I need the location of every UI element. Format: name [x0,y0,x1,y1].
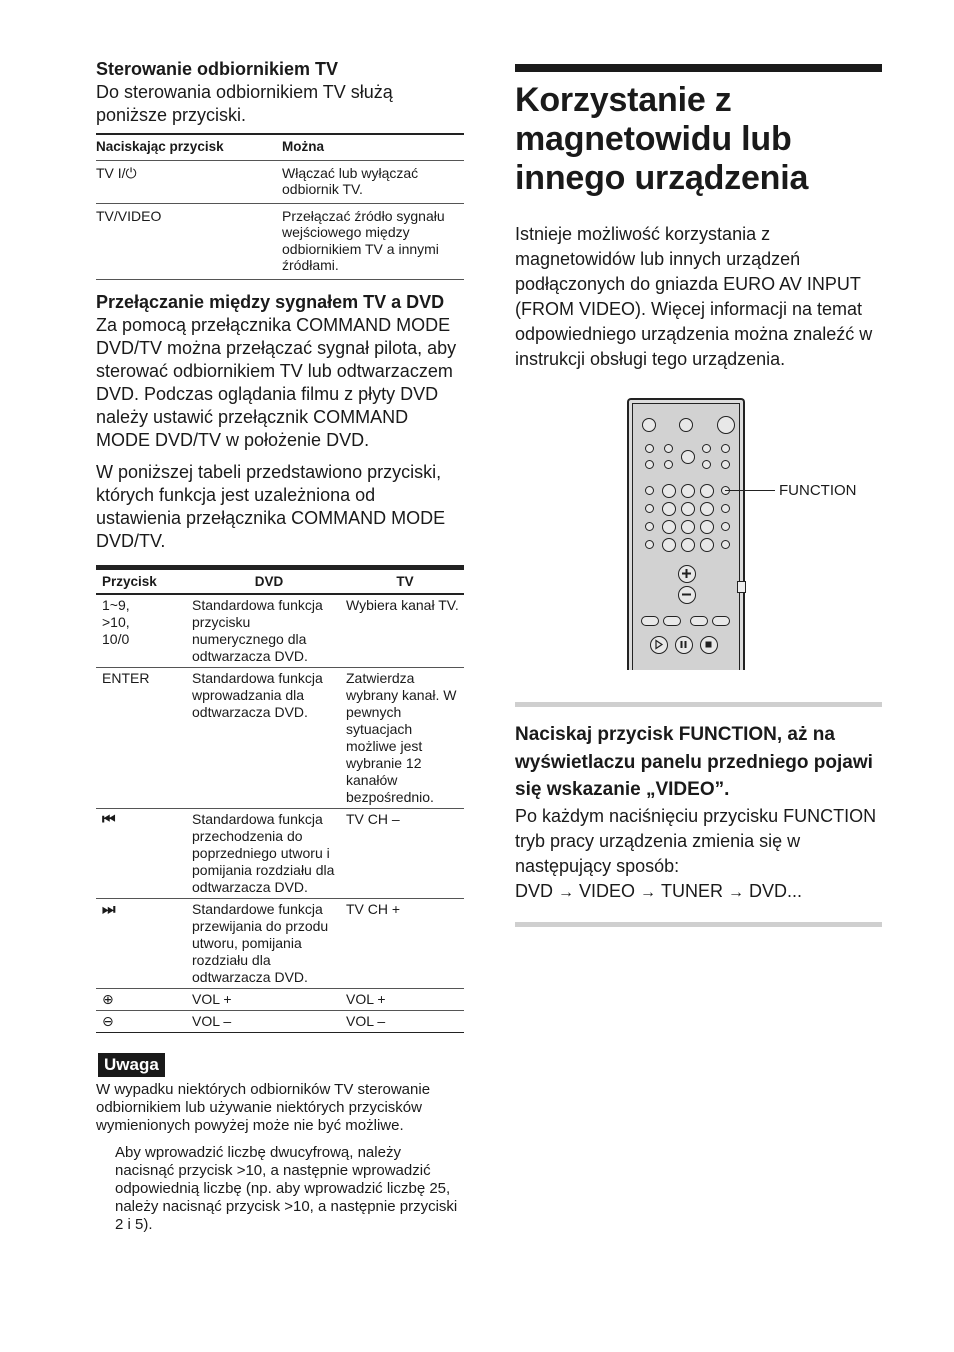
small-button-icon [702,444,711,453]
forward-button-icon [712,616,730,626]
volume-minus-icon [678,586,696,604]
table-header-row [96,134,464,160]
play-button-icon [650,636,668,654]
intro-paragraph: Istnieje możliwość korzystania z magnetowidów lub innych urządzeń podłączonych do gniazda EURO AV INPUT (FROM VIDEO). Więcej informacji na temat odpowiedniego urządzenia można znaleźć w instrukcji obsługi tego urządzenia. [515,224,873,369]
small-button-icon [721,522,730,531]
rewind-button-icon [690,616,708,626]
tv-cell: VOL + [346,988,464,1010]
remote-figure [515,398,882,698]
small-button-icon [721,504,730,513]
step-body [515,804,882,905]
tv-cell: Wybiera kanał TV. [346,594,464,668]
dvd-cell: VOL + [192,988,346,1010]
round-button-icon [662,484,676,498]
sequence-item: VIDEO [579,880,636,901]
small-button-icon [645,486,654,495]
next-icon: ⏭ [102,900,114,918]
dvd-cell: Standardowa funkcja wprowadzania dla odtwarzacza DVD. [192,667,346,808]
note-text: W wypadku niektórych odbiorników TV sterowanie odbiornikiem lub używanie niektórych przycisków wymienionych powyżej może nie być możliwe. [96,1080,431,1134]
round-button-icon [700,502,714,516]
table-row [96,988,464,1010]
right-column [515,64,882,927]
mode-buttons-table [96,565,464,1033]
dvd-cell: Standardowe funkcja przewijania do przodu utworu, pomijania rozdziału dla odtwarzacza DVD. [192,898,346,988]
arrow-right-icon: → [728,883,745,901]
round-button-icon [700,520,714,534]
tv-control-intro: Do sterowania odbiornikiem TV służą poniższe przyciski. [96,82,393,125]
plus-circle-icon: ⊕ [102,990,114,1007]
minus-circle-icon: ⊖ [102,1012,114,1029]
pause-button-icon [675,636,693,654]
next-button-icon [663,616,681,626]
small-button-icon [721,540,730,549]
column-header: Naciskając przycisk [96,134,282,160]
step-body-text: Po każdym naciśnięciu przycisku FUNCTION tryb pracy urządzenia zmienia się w następujący sposób: [515,805,877,876]
round-button-icon [679,418,693,432]
switching-paragraph-2: W poniższej tabeli przedstawiono przyciski, których funkcja jest uzależniona od ustawienia przełącznika COMMAND MODE DVD/TV. [96,461,446,551]
command-mode-switch-icon [737,581,746,593]
round-button-icon [700,484,714,498]
table-row [96,898,464,988]
round-button-icon [681,484,695,498]
column-header: TV [346,567,464,594]
step-top-rule [515,702,882,707]
previous-button-icon [641,616,659,626]
table-row [96,808,464,898]
small-button-icon [645,444,654,453]
button-cell: TV/VIDEO [96,203,282,279]
sequence-item: DVD [515,880,554,901]
table-row [96,1010,464,1032]
key-cell [96,1010,192,1032]
sequence-item: TUNER [661,880,724,901]
round-button-icon [700,538,714,552]
column-header: Przycisk [96,567,192,594]
round-button-icon [662,520,676,534]
small-button-icon [645,460,654,469]
callout-line [725,490,775,491]
tv-buttons-table [96,133,464,280]
title-rule [515,64,882,72]
small-button-icon [645,504,654,513]
dvd-cell: Standardowa funkcja przycisku numerycznego dla odtwarzacza DVD. [192,594,346,668]
action-cell: Przełączać źródło sygnału wejściowego między odbiornikiem TV a innymi źródłami. [282,203,464,279]
action-cell: Włączać lub wyłączać odbiornik TV. [282,160,464,203]
dvd-cell: VOL – [192,1010,346,1032]
remote-panel [632,403,740,670]
table-row [96,594,464,668]
note-tip: Aby wprowadzić liczbę dwucyfrową, należy nacisnąć przycisk >10, a następnie wprowadzić odpowiednią liczbę (np. aby wprowadzić liczbę 25, należy nacisnąć przycisk >10, a następnie przyciski 2 i 5). [115,1143,458,1233]
small-button-icon [664,460,673,469]
function-callout: FUNCTION [779,482,857,499]
arrow-right-icon: → [640,883,657,901]
previous-icon: ⏮ [102,810,114,828]
key-cell: ENTER [96,667,192,808]
key-cell [96,808,192,898]
round-button-icon [681,502,695,516]
switching-paragraph-1: Za pomocą przełącznika COMMAND MODE DVD/TV można przełączać sygnał pilota, aby sterować odbiornikiem TV lub odtwarzaczem DVD. Podczas oglądania filmu z płyty DVD należy ustawić przełącznik COMMAND MODE DVD/TV w położenie DVD. [96,314,457,450]
key-cell: 1~9, >10, 10/0 [96,594,192,668]
remote-control-illustration [627,398,745,670]
tv-cell: VOL – [346,1010,464,1032]
sequence-item: DVD... [749,880,803,901]
round-button-icon [681,450,695,464]
stop-button-icon [700,636,718,654]
table-header-row [96,567,464,594]
note-badge: Uwaga [98,1053,165,1077]
dvd-cell: Standardowa funkcja przechodzenia do poprzedniego utworu i pomijania rozdziału dla odtwarzacza DVD. [192,808,346,898]
left-column [96,58,464,1234]
eject-button-icon [642,418,656,432]
column-header: Można [282,134,464,160]
table-row [96,667,464,808]
table-row [96,203,464,279]
tv-cell: Zatwierdza wybrany kanał. W pewnych sytuacjach możliwe jest wybranie 12 kanałów bezpośrednio. [346,667,464,808]
tv-cell: TV CH + [346,898,464,988]
round-button-icon [681,520,695,534]
table-row [96,160,464,203]
small-button-icon [645,522,654,531]
button-cell: TV I/⏻ [96,160,282,203]
tv-control-heading: Sterowanie odbiornikiem TV [96,59,339,79]
small-button-icon [664,444,673,453]
round-button-icon [662,502,676,516]
small-button-icon [702,460,711,469]
step-heading: Naciskaj przycisk FUNCTION, aż na wyświetlaczu panelu przedniego pojawi się wskazanie „VIDEO”. [515,724,873,800]
key-cell [96,898,192,988]
small-button-icon [721,444,730,453]
page-title: Korzystanie z magnetowidu lub innego urządzenia [515,81,809,197]
volume-plus-icon [678,565,696,583]
small-button-icon [645,540,654,549]
tv-cell: TV CH – [346,808,464,898]
power-button-icon [717,416,735,434]
round-button-icon [681,538,695,552]
column-header: DVD [192,567,346,594]
small-button-icon [721,460,730,469]
key-cell [96,988,192,1010]
round-button-icon [662,538,676,552]
arrow-right-icon: → [558,883,575,901]
step-bottom-rule [515,922,882,927]
switching-heading: Przełączanie między sygnałem TV a DVD [96,291,445,312]
